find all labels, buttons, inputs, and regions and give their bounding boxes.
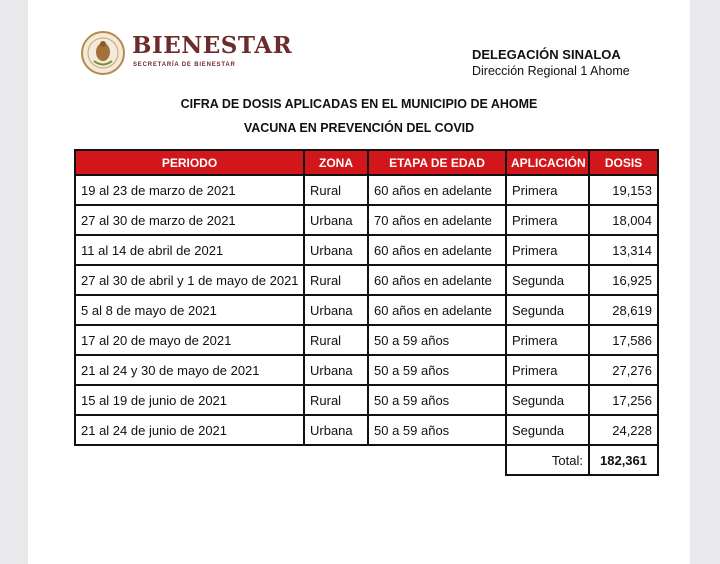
bienestar-logo (80, 30, 300, 80)
cell-aplicacion: Segunda (506, 295, 589, 325)
total-value: 182,361 (589, 445, 658, 475)
cell-aplicacion: Primera (506, 175, 589, 205)
cell-periodo: 17 al 20 de mayo de 2021 (75, 325, 304, 355)
cell-etapa: 50 a 59 años (368, 385, 506, 415)
cell-dosis: 24,228 (589, 415, 658, 445)
cell-periodo: 21 al 24 de junio de 2021 (75, 415, 304, 445)
cell-dosis: 18,004 (589, 205, 658, 235)
cell-zona: Urbana (304, 355, 368, 385)
cell-zona: Rural (304, 265, 368, 295)
delegation-name: DELEGACIÓN SINALOA (472, 47, 621, 62)
cell-aplicacion: Primera (506, 355, 589, 385)
table-row (75, 265, 658, 295)
cell-dosis: 28,619 (589, 295, 658, 325)
cell-aplicacion: Segunda (506, 415, 589, 445)
blank-cell (75, 445, 304, 475)
cell-etapa: 60 años en adelante (368, 265, 506, 295)
cell-etapa: 60 años en adelante (368, 295, 506, 325)
cell-etapa: 60 años en adelante (368, 235, 506, 265)
cell-etapa: 60 años en adelante (368, 175, 506, 205)
table-row (75, 295, 658, 325)
cell-aplicacion: Segunda (506, 265, 589, 295)
cell-dosis: 16,925 (589, 265, 658, 295)
cell-zona: Rural (304, 325, 368, 355)
mexico-seal-icon (80, 30, 126, 76)
brand-name: BIENESTAR (132, 32, 293, 59)
blank-cell (304, 445, 368, 475)
cell-dosis: 17,256 (589, 385, 658, 415)
table-row (75, 235, 658, 265)
region-name: Dirección Regional 1 Ahome (472, 64, 630, 78)
document-subtitle: VACUNA EN PREVENCIÓN DEL COVID (243, 121, 475, 135)
cell-etapa: 70 años en adelante (368, 205, 506, 235)
cell-aplicacion: Primera (506, 325, 589, 355)
document-title: CIFRA DE DOSIS APLICADAS EN EL MUNICIPIO DE AHOME (180, 97, 538, 111)
brand-subtitle: SECRETARÍA DE BIENESTAR (133, 62, 236, 68)
column-header-etapa: ETAPA DE EDAD (368, 150, 506, 175)
cell-etapa: 50 a 59 años (368, 325, 506, 355)
column-header-dosis: DOSIS (589, 150, 658, 175)
cell-zona: Urbana (304, 235, 368, 265)
cell-aplicacion: Segunda (506, 385, 589, 415)
document-page (28, 0, 690, 564)
cell-periodo: 15 al 19 de junio de 2021 (75, 385, 304, 415)
column-header-zona: ZONA (304, 150, 368, 175)
cell-periodo: 11 al 14 de abril de 2021 (75, 235, 304, 265)
cell-periodo: 19 al 23 de marzo de 2021 (75, 175, 304, 205)
cell-periodo: 27 al 30 de marzo de 2021 (75, 205, 304, 235)
table-row (75, 325, 658, 355)
table-row (75, 175, 658, 205)
column-header-aplicacion: APLICACIÓN (506, 150, 589, 175)
cell-zona: Rural (304, 385, 368, 415)
table-row (75, 415, 658, 445)
table-row (75, 355, 658, 385)
cell-periodo: 5 al 8 de mayo de 2021 (75, 295, 304, 325)
table-row (75, 385, 658, 415)
table-row (75, 205, 658, 235)
cell-aplicacion: Primera (506, 235, 589, 265)
table-header-row (75, 150, 658, 175)
cell-zona: Urbana (304, 415, 368, 445)
cell-dosis: 17,586 (589, 325, 658, 355)
cell-etapa: 50 a 59 años (368, 415, 506, 445)
column-header-periodo: PERIODO (75, 150, 304, 175)
doses-table (74, 149, 659, 476)
cell-etapa: 50 a 59 años (368, 355, 506, 385)
cell-dosis: 19,153 (589, 175, 658, 205)
total-label: Total: (506, 445, 589, 475)
total-row (75, 445, 658, 475)
blank-cell (368, 445, 506, 475)
cell-periodo: 27 al 30 de abril y 1 de mayo de 2021 (75, 265, 304, 295)
cell-zona: Rural (304, 175, 368, 205)
cell-dosis: 27,276 (589, 355, 658, 385)
cell-dosis: 13,314 (589, 235, 658, 265)
cell-aplicacion: Primera (506, 205, 589, 235)
cell-zona: Urbana (304, 205, 368, 235)
cell-zona: Urbana (304, 295, 368, 325)
cell-periodo: 21 al 24 y 30 de mayo de 2021 (75, 355, 304, 385)
